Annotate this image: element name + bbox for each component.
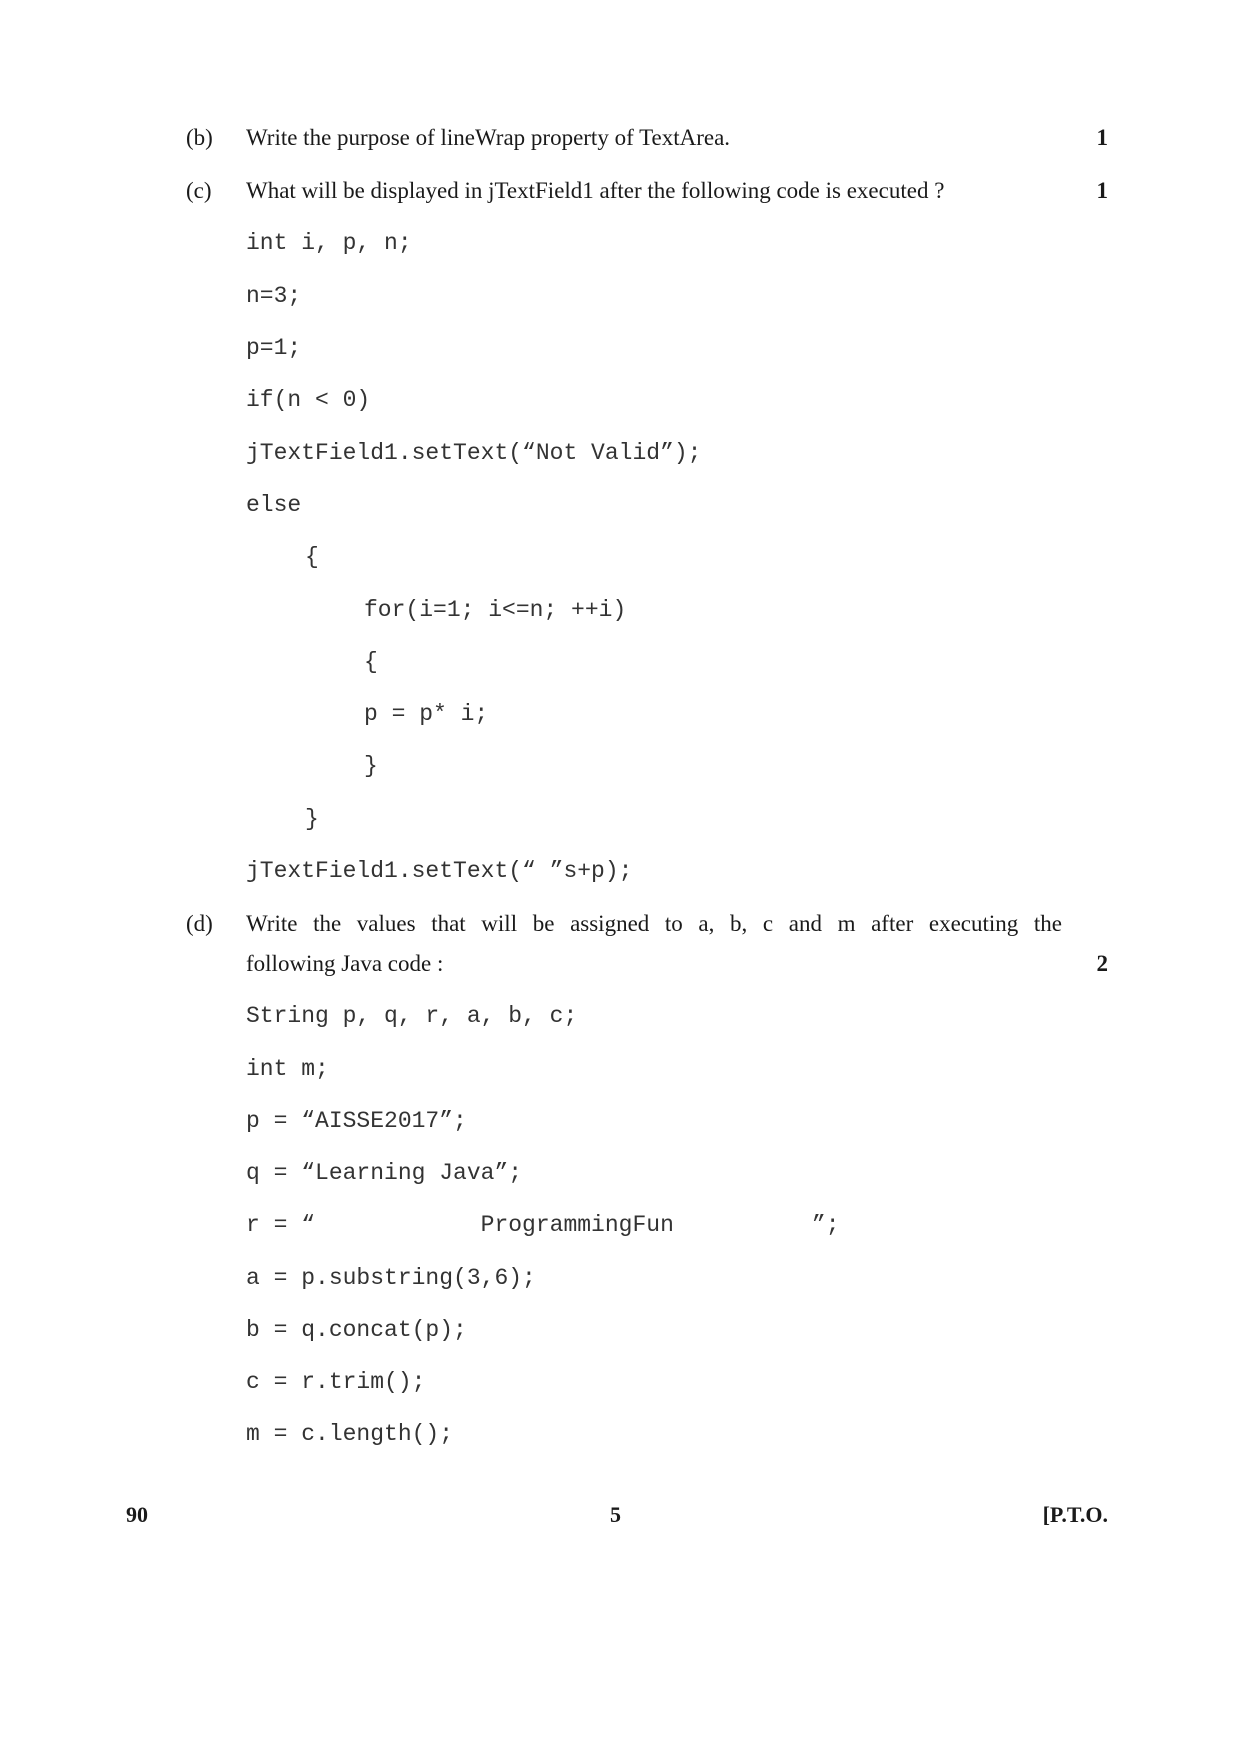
code-line: p = “AISSE2017”;: [246, 1108, 467, 1134]
code-line: p = p* i;: [364, 701, 489, 727]
footer-pto: [P.T.O.: [1042, 1502, 1108, 1527]
code-line: m = c.length();: [246, 1421, 454, 1447]
question-c-label: (c): [186, 178, 212, 203]
question-c-text: What will be displayed in jTextField1 after the following code is executed ?: [246, 178, 945, 203]
code-line: jTextField1.setText(“ ”s+p);: [246, 858, 633, 884]
code-line: a = p.substring(3,6);: [246, 1265, 536, 1291]
question-d-marks: 2: [1096, 951, 1108, 976]
footer-page-number: 5: [610, 1502, 621, 1527]
question-d-label: (d): [186, 911, 213, 936]
code-line: {: [305, 544, 319, 570]
code-line: jTextField1.setText(“Not Valid”);: [246, 440, 702, 466]
question-b-label: (b): [186, 125, 213, 150]
code-line: r = “ ProgrammingFun ”;: [246, 1212, 840, 1238]
code-line: c = r.trim();: [246, 1369, 426, 1395]
question-c-marks: 1: [1096, 178, 1108, 203]
question-d-text-line1: Write the values that will be assigned to a, b, c and m after executing the: [246, 911, 1062, 936]
code-line: int m;: [246, 1056, 329, 1082]
code-line: else: [246, 492, 302, 518]
question-b-marks: 1: [1096, 125, 1108, 150]
code-line: p=1;: [246, 335, 302, 361]
question-d-text-line2: following Java code :: [246, 951, 444, 976]
code-line: b = q.concat(p);: [246, 1317, 467, 1343]
code-line: if(n < 0): [246, 387, 371, 413]
code-line: n=3;: [246, 283, 302, 309]
code-line: }: [305, 806, 319, 832]
question-b-text: Write the purpose of lineWrap property of TextArea.: [246, 125, 731, 150]
code-line: q = “Learning Java”;: [246, 1160, 523, 1186]
code-line: String p, q, r, a, b, c;: [246, 1003, 578, 1029]
code-line: {: [364, 649, 378, 675]
code-line: int i, p, n;: [246, 230, 412, 256]
footer-paper-code: 90: [126, 1502, 148, 1527]
code-line: for(i=1; i<=n; ++i): [364, 597, 627, 623]
code-line: }: [364, 753, 378, 779]
